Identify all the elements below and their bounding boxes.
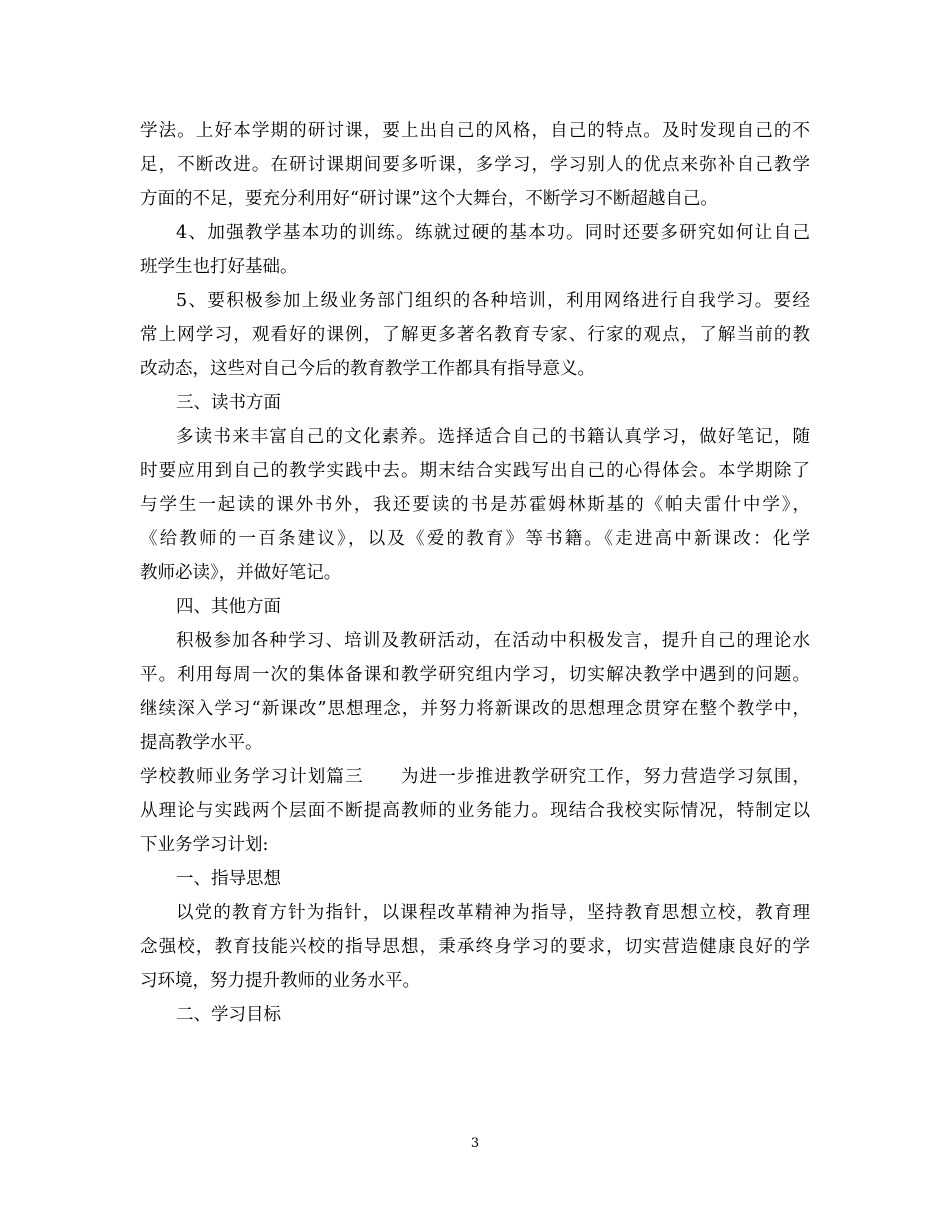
text-line: 班学生也打好基础。 (140, 257, 298, 277)
text-line: 多读书来丰富自己的文化素养。选择适合自己的书籍认真学习，做好笔记，随 (176, 427, 810, 447)
text-line: 方面的不足，要充分利用好“研讨课”这个大舞台，不断学习不断超越自己。 (140, 189, 718, 209)
text-line: 念强校，教育技能兴校的指导思想，秉承终身学习的要求，切实营造健康良好的学 (140, 937, 810, 957)
text-line: 继续深入学习“新课改”思想理念，并努力将新课改的思想理念贯穿在整个教学中， (140, 699, 810, 719)
text-line: 常上网学习，观看好的课例，了解更多著名教育专家、行家的观点，了解当前的教 (140, 325, 810, 345)
text-line: 教师必读》，并做好笔记。 (140, 563, 342, 583)
text-line: 从理论与实践两个层面不断提高教师的业务能力。现结合我校实际情况，特制定以 (140, 801, 810, 821)
text-line: 下业务学习计划: (140, 835, 269, 855)
text-line: 5、要积极参加上级业务部门组织的各种培训，利用网络进行自我学习。要经 (176, 291, 810, 311)
text-line: 四、其他方面 (176, 597, 281, 617)
text-line: 提高教学水平。 (140, 733, 263, 753)
text-line: 一、指导思想 (176, 869, 281, 889)
page-number: 3 (470, 1136, 480, 1151)
text-line: 《给教师的一百条建议》，以及《爱的教育》等书籍。《走进高中新课改：化学 (140, 529, 810, 549)
text-line: 学校教师业务学习计划篇三 为进一步推进教学研究工作，努力营造学习氛围， (140, 767, 810, 787)
text-line: 习环境，努力提升教师的业务水平。 (140, 971, 420, 991)
text-line: 4、加强教学基本功的训练。练就过硬的基本功。同时还要多研究如何让自己 (176, 223, 810, 243)
text-line: 平。利用每周一次的集体备课和教学研究组内学习，切实解决教学中遇到的问题。 (140, 665, 810, 685)
text-line: 二、学习目标 (176, 1005, 281, 1025)
text-line: 与学生一起读的课外书外，我还要读的书是苏霍姆林斯基的《帕夫雷什中学》， (140, 495, 810, 515)
text-line: 以党的教育方针为指针，以课程改革精神为指导，坚持教育思想立校，教育理 (176, 903, 810, 923)
text-line: 足，不断改进。在研讨课期间要多听课，多学习，学习别人的优点来弥补自己教学 (140, 155, 810, 175)
text-line: 学法。上好本学期的研讨课，要上出自己的风格，自己的特点。及时发现自己的不 (140, 121, 810, 141)
text-line: 积极参加各种学习、培训及教研活动，在活动中积极发言，提升自己的理论水 (176, 631, 810, 651)
text-line: 时要应用到自己的教学实践中去。期末结合实践写出自己的心得体会。本学期除了 (140, 461, 810, 481)
text-line: 改动态，这些对自己今后的教育教学工作都具有指导意义。 (140, 359, 595, 379)
text-line: 三、读书方面 (176, 393, 281, 413)
document-body (140, 114, 810, 1032)
